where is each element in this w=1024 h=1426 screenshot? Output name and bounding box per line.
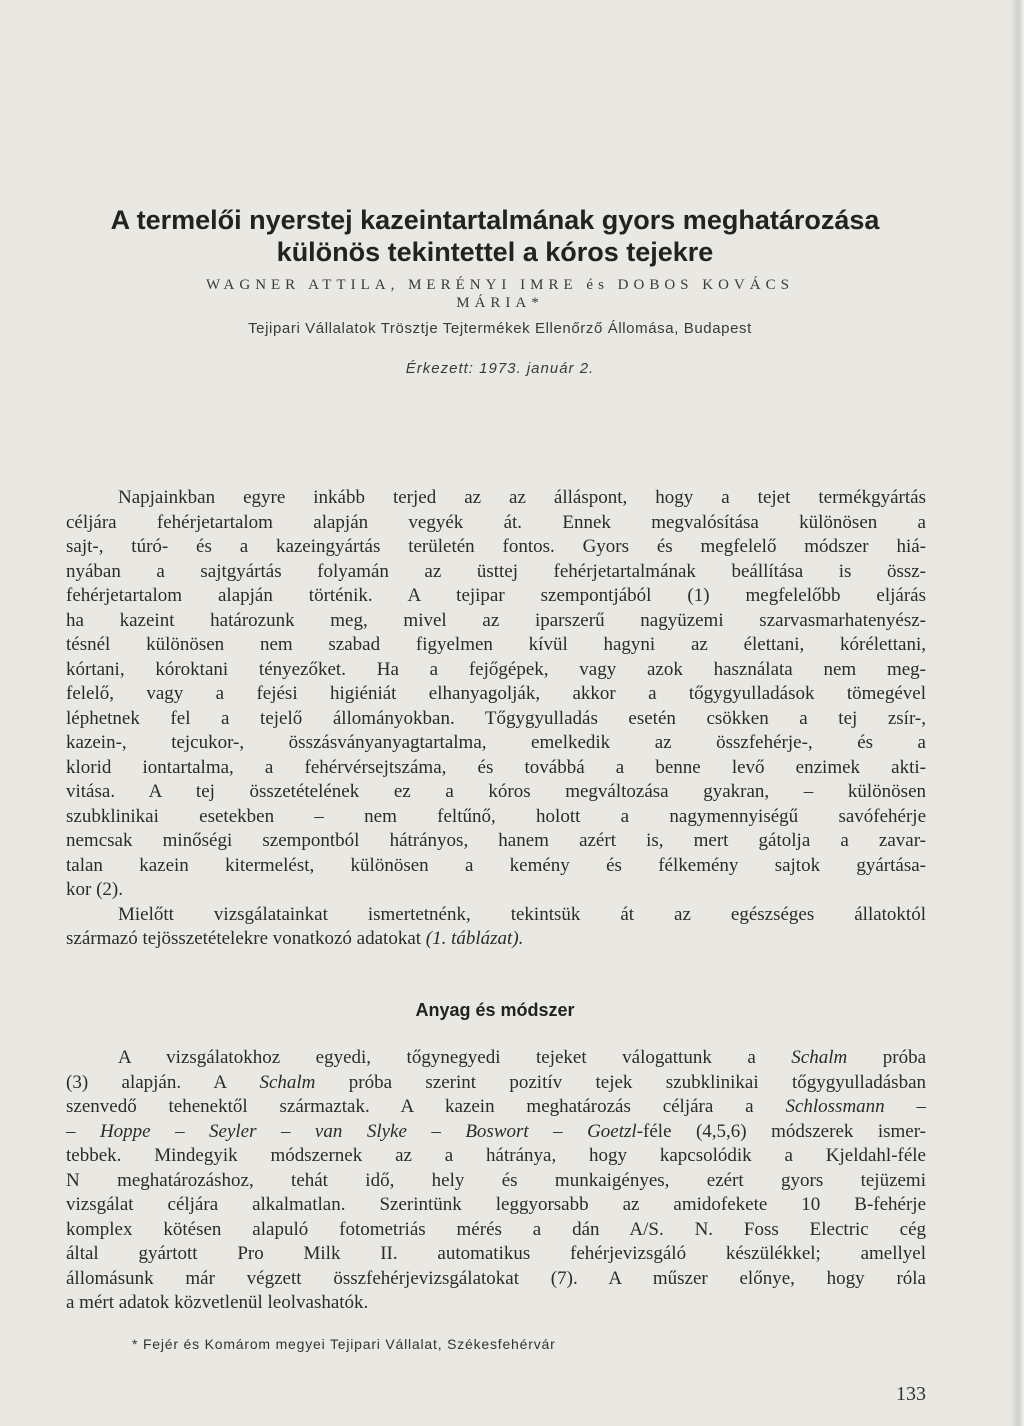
text-line-part: próba szerint pozitív tejek szubklinikai tőgygyulladásban: [348, 1071, 927, 1093]
text-line: nemcsak minőségi szempontból hátrányos, hanem azért is, mert gátolja a zavar-: [66, 830, 926, 851]
text-line-part: (3) alapján. A: [66, 1071, 227, 1093]
text-line: fehérjetartalom alapján történik. A tejipar szempontjából (1) megfelelőbb eljárás: [66, 585, 926, 606]
text-line: léphetnek fel a tejelő állományokban. Tőgygyulladás esetén csökken a tej zsír-,: [66, 707, 926, 729]
text-line: céljára fehérjetartalom alapján vegyék át. Ennek megvalósítása különösen a: [66, 511, 926, 533]
text-line-part: -féle (4,5,6) módszerek ismer-: [636, 1120, 926, 1142]
text-line: [66, 1095, 926, 1120]
text-line: felelő, vagy a fejési higiéniát elhanyagolják, akkor a tőgygyulladások tömegével: [66, 683, 926, 704]
article-title: [60, 204, 930, 268]
text-line: N meghatározáshoz, tehát idő, hely és munkaigényes, ezért gyors tejüzemi: [66, 1169, 926, 1191]
text-line: talan kazein kitermelést, különösen a kemény és félkemény sajtok gyártása-: [66, 854, 926, 876]
title-line-1: A termelői nyerstej kazeintartalmának gyors meghatározása: [110, 205, 880, 235]
italic-term: – Hoppe – Seyler – van Slyke – Boswort – Goetzl: [66, 1120, 637, 1142]
text-line: tebbek. Mindegyik módszernek az a hátránya, hogy kapcsolódik a Kjeldahl-féle: [66, 1145, 926, 1166]
text-line: tésnél különösen nem szabad figyelmen kívül hagyni az élettani, kórélettani,: [66, 634, 926, 655]
text-line: Napjainkban egyre inkább terjed az az álláspont, hogy a tejet termékgyártás: [118, 487, 926, 508]
text-line: vitása. A tej összetételének ez a kóros megváltozása gyakran, – különösen: [66, 781, 926, 802]
text-line: [66, 1046, 926, 1071]
italic-term: Schlossmann –: [785, 1096, 926, 1117]
text-line: szubklinikai esetekben – nem feltűnő, holott a nagymennyiségű savófehérje: [66, 805, 926, 827]
text-line: kor (2).: [66, 879, 123, 900]
text-line: klorid iontartalma, a fehérvérsejtszáma, és továbbá a benne levő enzimek akti-: [66, 756, 926, 778]
page-edge-shadow: [1010, 0, 1024, 1426]
title-line-2: különös tekintettel a kóros tejekre: [276, 237, 714, 267]
text-line: állomásunk már végzett összfehérjevizsgálatokat (7). A műszer előnye, hogy róla: [66, 1267, 926, 1289]
affiliation: Tejipari Vállalatok Trösztje Tejtermékek Ellenőrző Állomása, Budapest: [248, 320, 752, 337]
section-heading: Anyag és módszer: [415, 1000, 575, 1020]
italic-term: Schalm: [259, 1071, 316, 1093]
text-line-part: származó tejösszetételekre vonatkozó adatokat: [66, 928, 422, 949]
authors-line-1: WAGNER ATTILA, MERÉNYI IMRE és DOBOS KOVÁCS: [206, 277, 794, 293]
text-line: kórtani, kóroktani tényezőket. Ha a fejőgépek, vagy azok használata nem meg-: [66, 658, 926, 680]
text-line: nyában a sajtgyártás folyamán az üsttej fehérjetartalmának beállítása is össz-: [66, 560, 926, 582]
text-line-part: szenvedő tehenektől származtak. A kazein meghatározás céljára a: [66, 1096, 754, 1117]
italic-term: Schalm: [791, 1047, 848, 1068]
text-line: [66, 1120, 926, 1145]
text-line-part: A vizsgálatokhoz egyedi, tőgynegyedi tejeket válogattunk a: [118, 1047, 756, 1068]
authors: [90, 276, 910, 312]
text-line: kazein-, tejcukor-, összásványanyagtartalma, emelkedik az összfehérje-, és a: [66, 732, 926, 753]
intro-paragraph: [66, 486, 926, 952]
text-line-part: próba: [882, 1047, 927, 1068]
page-number: 133: [896, 1383, 926, 1405]
text-line: által gyártott Pro Milk II. automatikus fehérjevizsgáló készülékkel; amellyel: [66, 1243, 926, 1264]
text-line: komplex kötésen alapuló fotometriás mérés a dán A/S. N. Foss Electric cég: [66, 1218, 926, 1240]
text-line: vizsgálat céljára alkalmatlan. Szerintünk leggyorsabb az amidofekete 10 B-fehérje: [66, 1194, 926, 1215]
footnote: * Fejér és Komárom megyei Tejipari Vállalat, Székesfehérvár: [132, 1336, 556, 1352]
text-line: Mielőtt vizsgálatainkat ismertetnénk, tekintsük át az egészséges állatoktól: [118, 903, 926, 925]
methods-paragraph: [66, 1046, 926, 1316]
text-line: [66, 927, 926, 952]
text-line: ha kazeint határozunk meg, mivel az iparszerű nagyüzemi szarvasmarhatenyész-: [66, 609, 926, 631]
text-line: a mért adatok közvetlenül leolvashatók.: [66, 1292, 369, 1313]
text-line: [66, 1071, 926, 1096]
table-reference: (1. táblázat).: [425, 928, 524, 949]
text-line: sajt-, túró- és a kazeingyártás területén fontos. Gyors és megfelelő módszer hiá-: [66, 536, 926, 557]
authors-line-2: MÁRIA*: [456, 295, 544, 311]
received-date: Érkezett: 1973. január 2.: [405, 360, 595, 377]
